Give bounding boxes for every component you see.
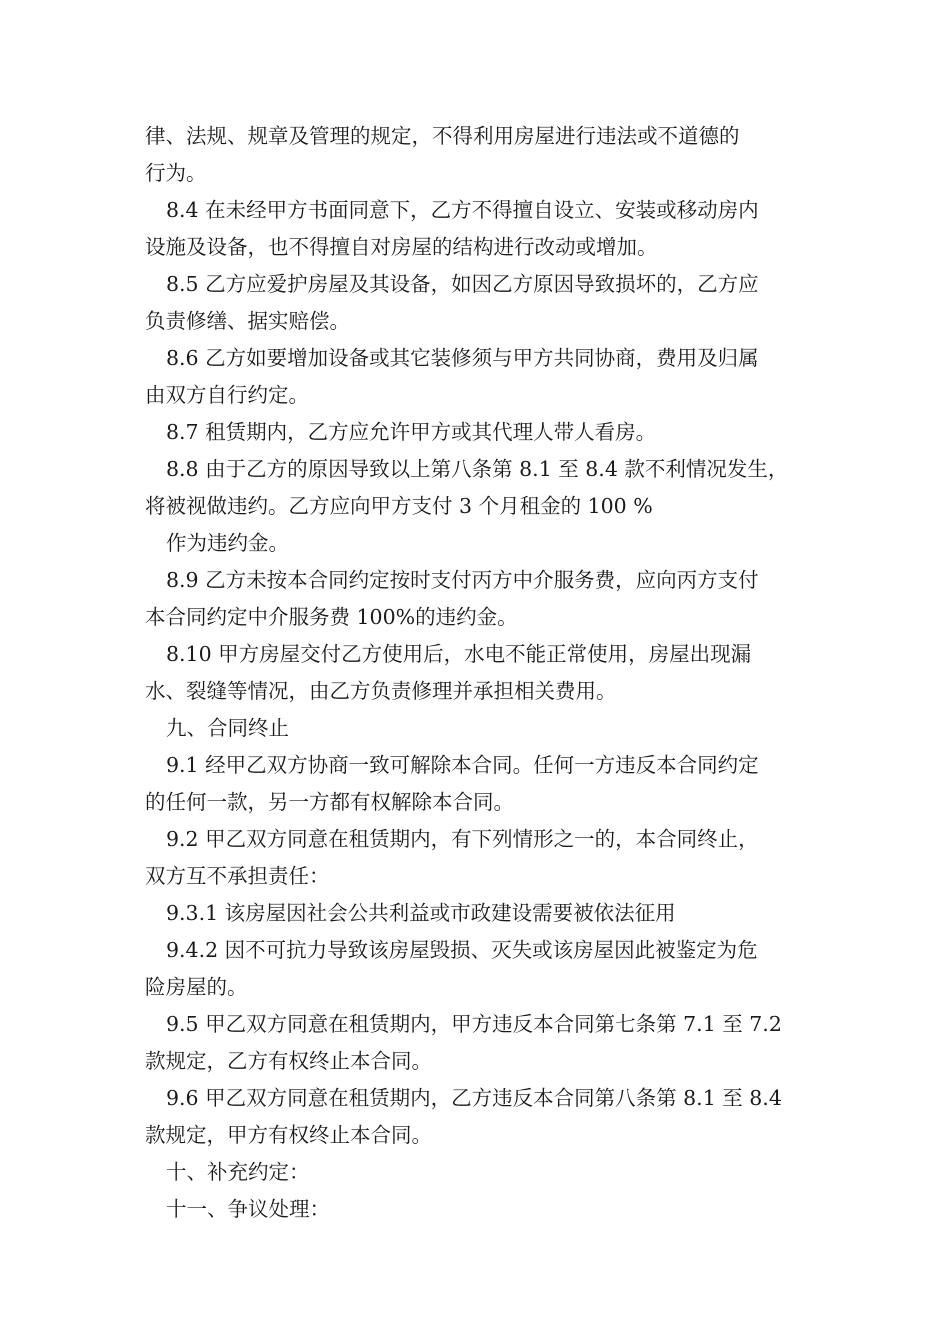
clause-8-8: 8.8 由于乙方的原因导致以上第八条第 8.1 至 8.4 款不利情况发生， xyxy=(166,457,789,481)
text-line: 款规定，乙方有权终止本合同。 xyxy=(145,1049,432,1073)
text-line: 本合同约定中介服务费 100%的违约金。 xyxy=(145,605,518,629)
text-line: 行为。 xyxy=(145,161,207,185)
section-heading-termination: 九、合同终止 xyxy=(166,716,289,740)
text-line: 设施及设备，也不得擅自对房屋的结构进行改动或增加。 xyxy=(145,235,658,259)
text-line: 作为违约金。 xyxy=(166,531,289,555)
document-body xyxy=(145,118,815,1228)
text-line: 水、裂缝等情况，由乙方负责修理并承担相关费用。 xyxy=(145,679,617,703)
clause-8-4: 8.4 在未经甲方书面同意下，乙方不得擅自设立、安装或移动房内 xyxy=(166,198,759,222)
clause-9-5: 9.5 甲乙双方同意在租赁期内，甲方违反本合同第七条第 7.1 至 7.2 xyxy=(166,1012,782,1036)
clause-9-2: 9.2 甲乙双方同意在租赁期内，有下列情形之一的，本合同终止， xyxy=(166,827,759,851)
text-line: 双方互不承担责任： xyxy=(145,864,330,888)
text-line: 的任何一款，另一方都有权解除本合同。 xyxy=(145,790,514,814)
clause-8-9: 8.9 乙方未按本合同约定按时支付丙方中介服务费，应向丙方支付 xyxy=(166,568,759,592)
section-heading-dispute: 十一、争议处理： xyxy=(166,1197,330,1221)
clause-9-6: 9.6 甲乙双方同意在租赁期内，乙方违反本合同第八条第 8.1 至 8.4 xyxy=(166,1086,782,1110)
clause-8-10: 8.10 甲方房屋交付乙方使用后，水电不能正常使用，房屋出现漏 xyxy=(166,642,752,666)
text-line: 险房屋的。 xyxy=(145,975,248,999)
text-line: 负责修缮、据实赔偿。 xyxy=(145,309,350,333)
clause-8-5: 8.5 乙方应爱护房屋及其设备，如因乙方原因导致损坏的，乙方应 xyxy=(166,272,759,296)
clause-9-1: 9.1 经甲乙双方协商一致可解除本合同。任何一方违反本合同约定 xyxy=(166,753,759,777)
clause-9-3-1: 9.3.1 该房屋因社会公共利益或市政建设需要被依法征用 xyxy=(166,901,676,925)
text-line: 款规定，甲方有权终止本合同。 xyxy=(145,1123,432,1147)
text-line: 将被视做违约。乙方应向甲方支付 3 个月租金的 100 % xyxy=(145,494,653,518)
clause-9-4-2: 9.4.2 因不可抗力导致该房屋毁损、灭失或该房屋因此被鉴定为危 xyxy=(166,938,758,962)
text-line: 律、法规、规章及管理的规定，不得利用房屋进行违法或不道德的 xyxy=(145,124,740,148)
clause-8-7: 8.7 租赁期内，乙方应允许甲方或其代理人带人看房。 xyxy=(166,420,657,444)
section-heading-supplementary: 十、补充约定： xyxy=(166,1160,310,1184)
text-line: 由双方自行约定。 xyxy=(145,383,309,407)
clause-8-6: 8.6 乙方如要增加设备或其它装修须与甲方共同协商，费用及归属 xyxy=(166,346,759,370)
